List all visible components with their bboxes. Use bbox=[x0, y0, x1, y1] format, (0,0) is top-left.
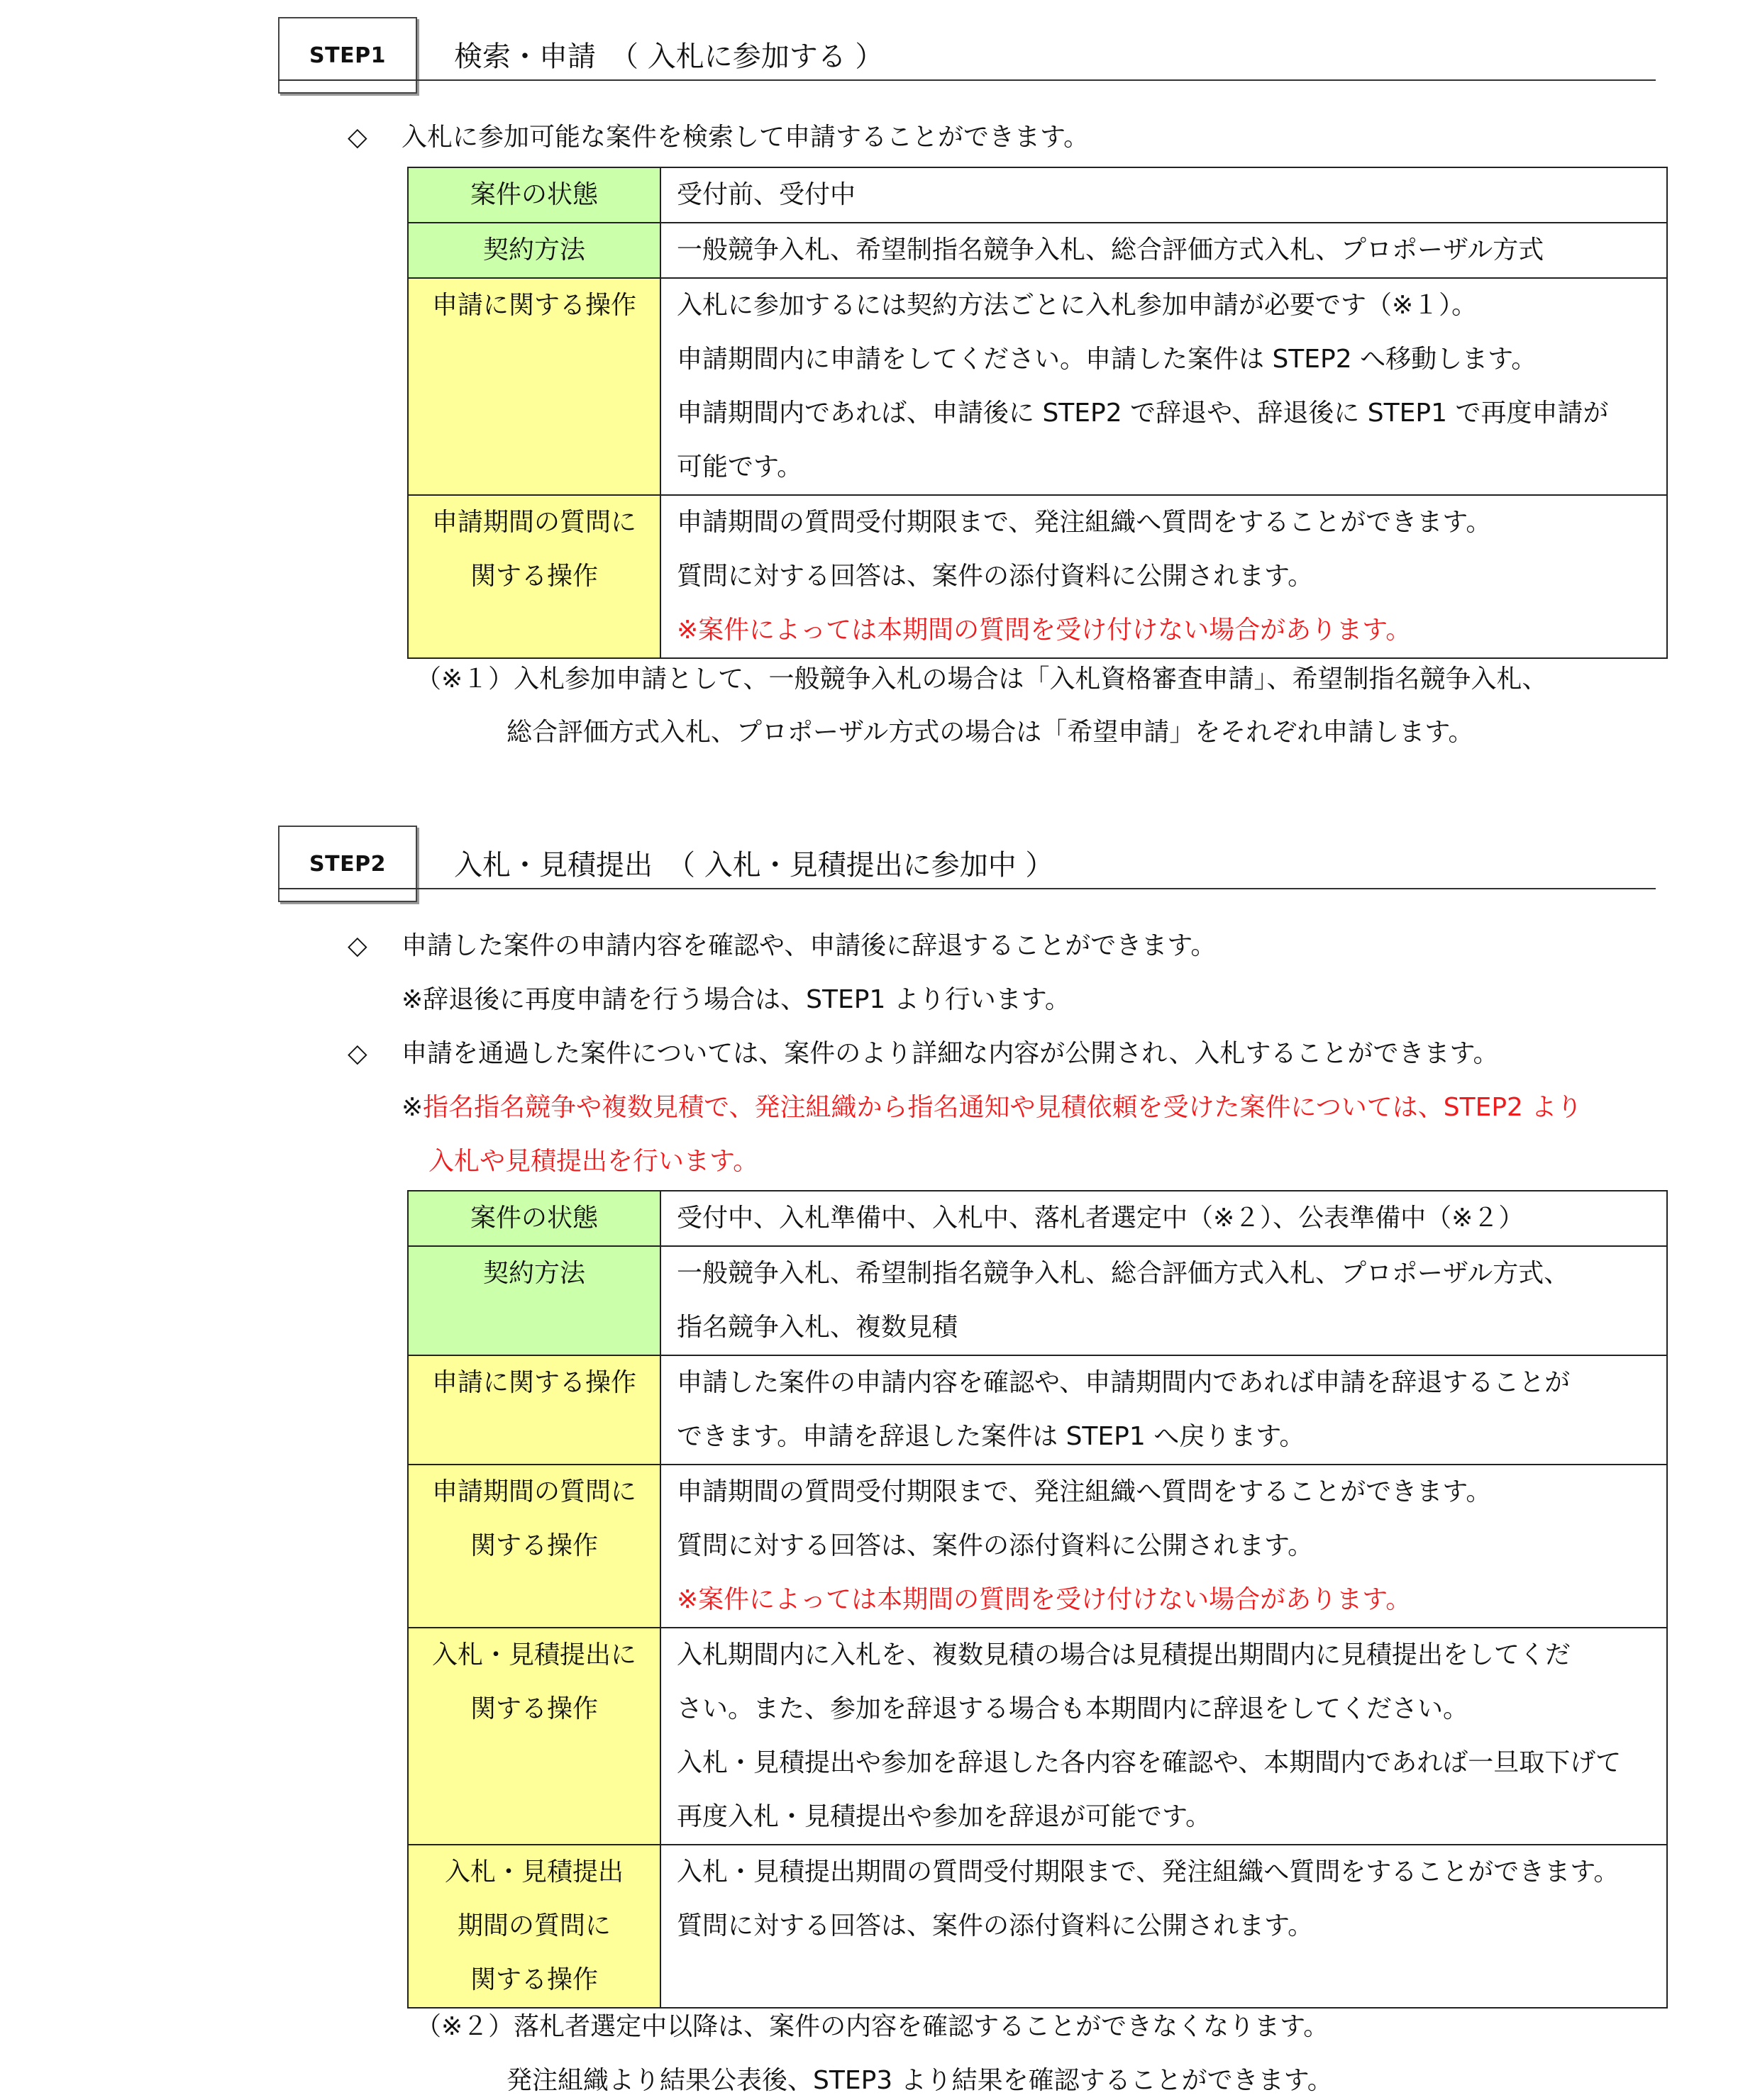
table-row bbox=[408, 1246, 1667, 1355]
table-row bbox=[408, 1191, 1667, 1246]
step2-title: 入札・見積提出 （ 入札・見積提出に参加中 ） bbox=[454, 849, 1054, 882]
row-value-line: 一般競争入札、希望制指名競争入札、総合評価方式入札、プロポーザル方式、 bbox=[677, 1259, 1570, 1288]
note-text: 指名指名競争や複数見積で、発注組織から指名通知や見積依頼を受けた案件については、STEP2 より bbox=[423, 1093, 1583, 1122]
row-label-cell bbox=[408, 1191, 660, 1246]
row-value-line: 申請期間の質問受付期限まで、発注組織へ質問をすることができます。 bbox=[677, 508, 1492, 537]
table-row bbox=[408, 278, 1667, 495]
row-value-cell bbox=[660, 1628, 1667, 1845]
step1-badge-label: STEP1 bbox=[309, 43, 386, 68]
row-label: 関する操作 bbox=[470, 1694, 598, 1723]
row-value-spacer bbox=[677, 1953, 1666, 2007]
row-label: 入札・見積提出に bbox=[431, 1640, 636, 1670]
row-label-cell bbox=[408, 223, 660, 278]
step2-footnote-2: 発注組織より結果公表後、STEP3 より結果を確認することができます。 bbox=[507, 2066, 1333, 2095]
table-row bbox=[408, 1465, 1667, 1628]
step1-title: 検索・申請 （ 入札に参加する ） bbox=[454, 40, 884, 73]
step2-footnote-1: （※２）落札者選定中以降は、案件の内容を確認することができなくなります。 bbox=[416, 2012, 1329, 2041]
row-value-line: 申請期間内に申請をしてください。申請した案件は STEP2 へ移動します。 bbox=[677, 345, 1537, 374]
row-label: 申請期間の質問に bbox=[431, 508, 636, 537]
row-value-line: 申請期間の質問受付期限まで、発注組織へ質問をすることができます。 bbox=[677, 1477, 1492, 1506]
row-label: 案件の状態 bbox=[470, 1204, 598, 1233]
row-value-line: できます。申請を辞退した案件は STEP1 へ戻ります。 bbox=[677, 1422, 1305, 1451]
step2-bullet2: 申請を通過した案件については、案件のより詳細な内容が公開され、入札することができます。 bbox=[402, 1039, 1499, 1068]
row-value-line: 質問に対する回答は、案件の添付資料に公開されます。 bbox=[677, 1911, 1314, 1940]
row-label-cell bbox=[408, 1355, 660, 1465]
table-row bbox=[408, 167, 1667, 223]
step2-bullet1-icon: ◇ bbox=[348, 931, 367, 960]
row-value-cell bbox=[660, 1465, 1667, 1628]
step2-badge bbox=[278, 826, 417, 902]
step2-bullet2-note-line2: 入札や見積提出を行います。 bbox=[428, 1147, 759, 1176]
step2-underline bbox=[278, 888, 1656, 889]
row-label-cell bbox=[408, 1465, 660, 1628]
row-label: 期間の質問に bbox=[457, 1911, 611, 1940]
step2-bullet2-icon: ◇ bbox=[348, 1039, 367, 1068]
row-label-cell bbox=[408, 495, 660, 658]
step1-bullet: 入札に参加可能な案件を検索して申請することができます。 bbox=[402, 123, 1090, 152]
row-value-line: さい。また、参加を辞退する場合も本期間内に辞退をしてください。 bbox=[677, 1694, 1469, 1723]
row-label-cell bbox=[408, 167, 660, 223]
row-value-line: 入札期間内に入札を、複数見積の場合は見積提出期間内に見積提出をしてくだ bbox=[677, 1640, 1571, 1670]
row-value-line: 入札・見積提出期間の質問受付期限まで、発注組織へ質問をすることができます。 bbox=[677, 1857, 1620, 1887]
row-value-cell bbox=[660, 1246, 1667, 1355]
table-row bbox=[408, 1355, 1667, 1465]
row-value-cell bbox=[660, 278, 1667, 495]
step2-bullet1-note: ※辞退後に再度申請を行う場合は、STEP1 より行います。 bbox=[402, 985, 1070, 1014]
row-value-line: 受付中、入札準備中、入札中、落札者選定中（※２）、公表準備中（※２） bbox=[677, 1204, 1524, 1233]
row-label: 案件の状態 bbox=[470, 180, 598, 209]
row-label-cell bbox=[408, 1246, 660, 1355]
row-value-line: 入札・見積提出や参加を辞退した各内容を確認や、本期間内であれば一旦取下げて bbox=[677, 1748, 1622, 1777]
row-value-cell bbox=[660, 495, 1667, 658]
row-value-line: ※案件によっては本期間の質問を受け付けない場合があります。 bbox=[677, 1585, 1412, 1614]
row-value-line: 一般競争入札、希望制指名競争入札、総合評価方式入札、プロポーザル方式 bbox=[677, 235, 1544, 265]
row-label-cell bbox=[408, 1628, 660, 1845]
row-value-line: 申請した案件の申請内容を確認や、申請期間内であれば申請を辞退することが bbox=[677, 1368, 1571, 1397]
row-value-line: 指名競争入札、複数見積 bbox=[677, 1313, 958, 1342]
row-label-cell bbox=[408, 1845, 660, 2008]
table-row bbox=[408, 1845, 1667, 2008]
step2-bullet1: 申請した案件の申請内容を確認や、申請後に辞退することができます。 bbox=[402, 931, 1217, 960]
row-label: 関する操作 bbox=[470, 1965, 598, 1994]
row-value-line: 可能です。 bbox=[677, 452, 803, 482]
row-label: 申請期間の質問に bbox=[431, 1477, 636, 1506]
row-label: 関する操作 bbox=[470, 1531, 598, 1560]
row-label-cell bbox=[408, 278, 660, 495]
step1-footnote-2: 総合評価方式入札、プロポーザル方式の場合は「希望申請」をそれぞれ申請します。 bbox=[507, 718, 1474, 747]
row-value-line: 再度入札・見積提出や参加を辞退が可能です。 bbox=[677, 1802, 1212, 1831]
step1-underline bbox=[278, 79, 1656, 81]
table-row bbox=[408, 495, 1667, 658]
row-value-cell bbox=[660, 1845, 1667, 2008]
step2-badge-label: STEP2 bbox=[309, 851, 386, 877]
row-value-cell bbox=[660, 1355, 1667, 1465]
row-value-line: 質問に対する回答は、案件の添付資料に公開されます。 bbox=[677, 562, 1314, 591]
row-label: 入札・見積提出 bbox=[444, 1857, 624, 1887]
row-value-line: 申請期間内であれば、申請後に STEP2 で辞退や、辞退後に STEP1 で再度申請が bbox=[677, 399, 1609, 428]
row-label: 契約方法 bbox=[482, 1259, 585, 1288]
row-label: 契約方法 bbox=[482, 235, 585, 265]
row-value-cell bbox=[660, 223, 1667, 278]
step1-bullet-icon: ◇ bbox=[348, 123, 367, 152]
row-value-line: 質問に対する回答は、案件の添付資料に公開されます。 bbox=[677, 1531, 1314, 1560]
step2-bullet2-note-line1 bbox=[402, 1092, 1582, 1123]
row-value-line: ※案件によっては本期間の質問を受け付けない場合があります。 bbox=[677, 616, 1412, 645]
step1-table bbox=[407, 167, 1668, 659]
step1-footnote-1: （※１）入札参加申請として、一般競争入札の場合は「入札資格審査申請」、希望制指名競争入札、 bbox=[416, 665, 1548, 694]
step1-badge bbox=[278, 17, 417, 94]
row-label: 申請に関する操作 bbox=[431, 291, 636, 320]
table-row bbox=[408, 223, 1667, 278]
row-label: 申請に関する操作 bbox=[431, 1368, 636, 1397]
row-value-line: 入札に参加するには契約方法ごとに入札参加申請が必要です（※１）。 bbox=[677, 291, 1478, 320]
step2-table bbox=[407, 1190, 1668, 2009]
note-mark: ※ bbox=[402, 1093, 424, 1122]
row-value-cell bbox=[660, 1191, 1667, 1246]
table-row bbox=[408, 1628, 1667, 1845]
row-label: 関する操作 bbox=[470, 562, 598, 591]
row-value-line: 受付前、受付中 bbox=[677, 180, 856, 209]
row-value-cell bbox=[660, 167, 1667, 223]
